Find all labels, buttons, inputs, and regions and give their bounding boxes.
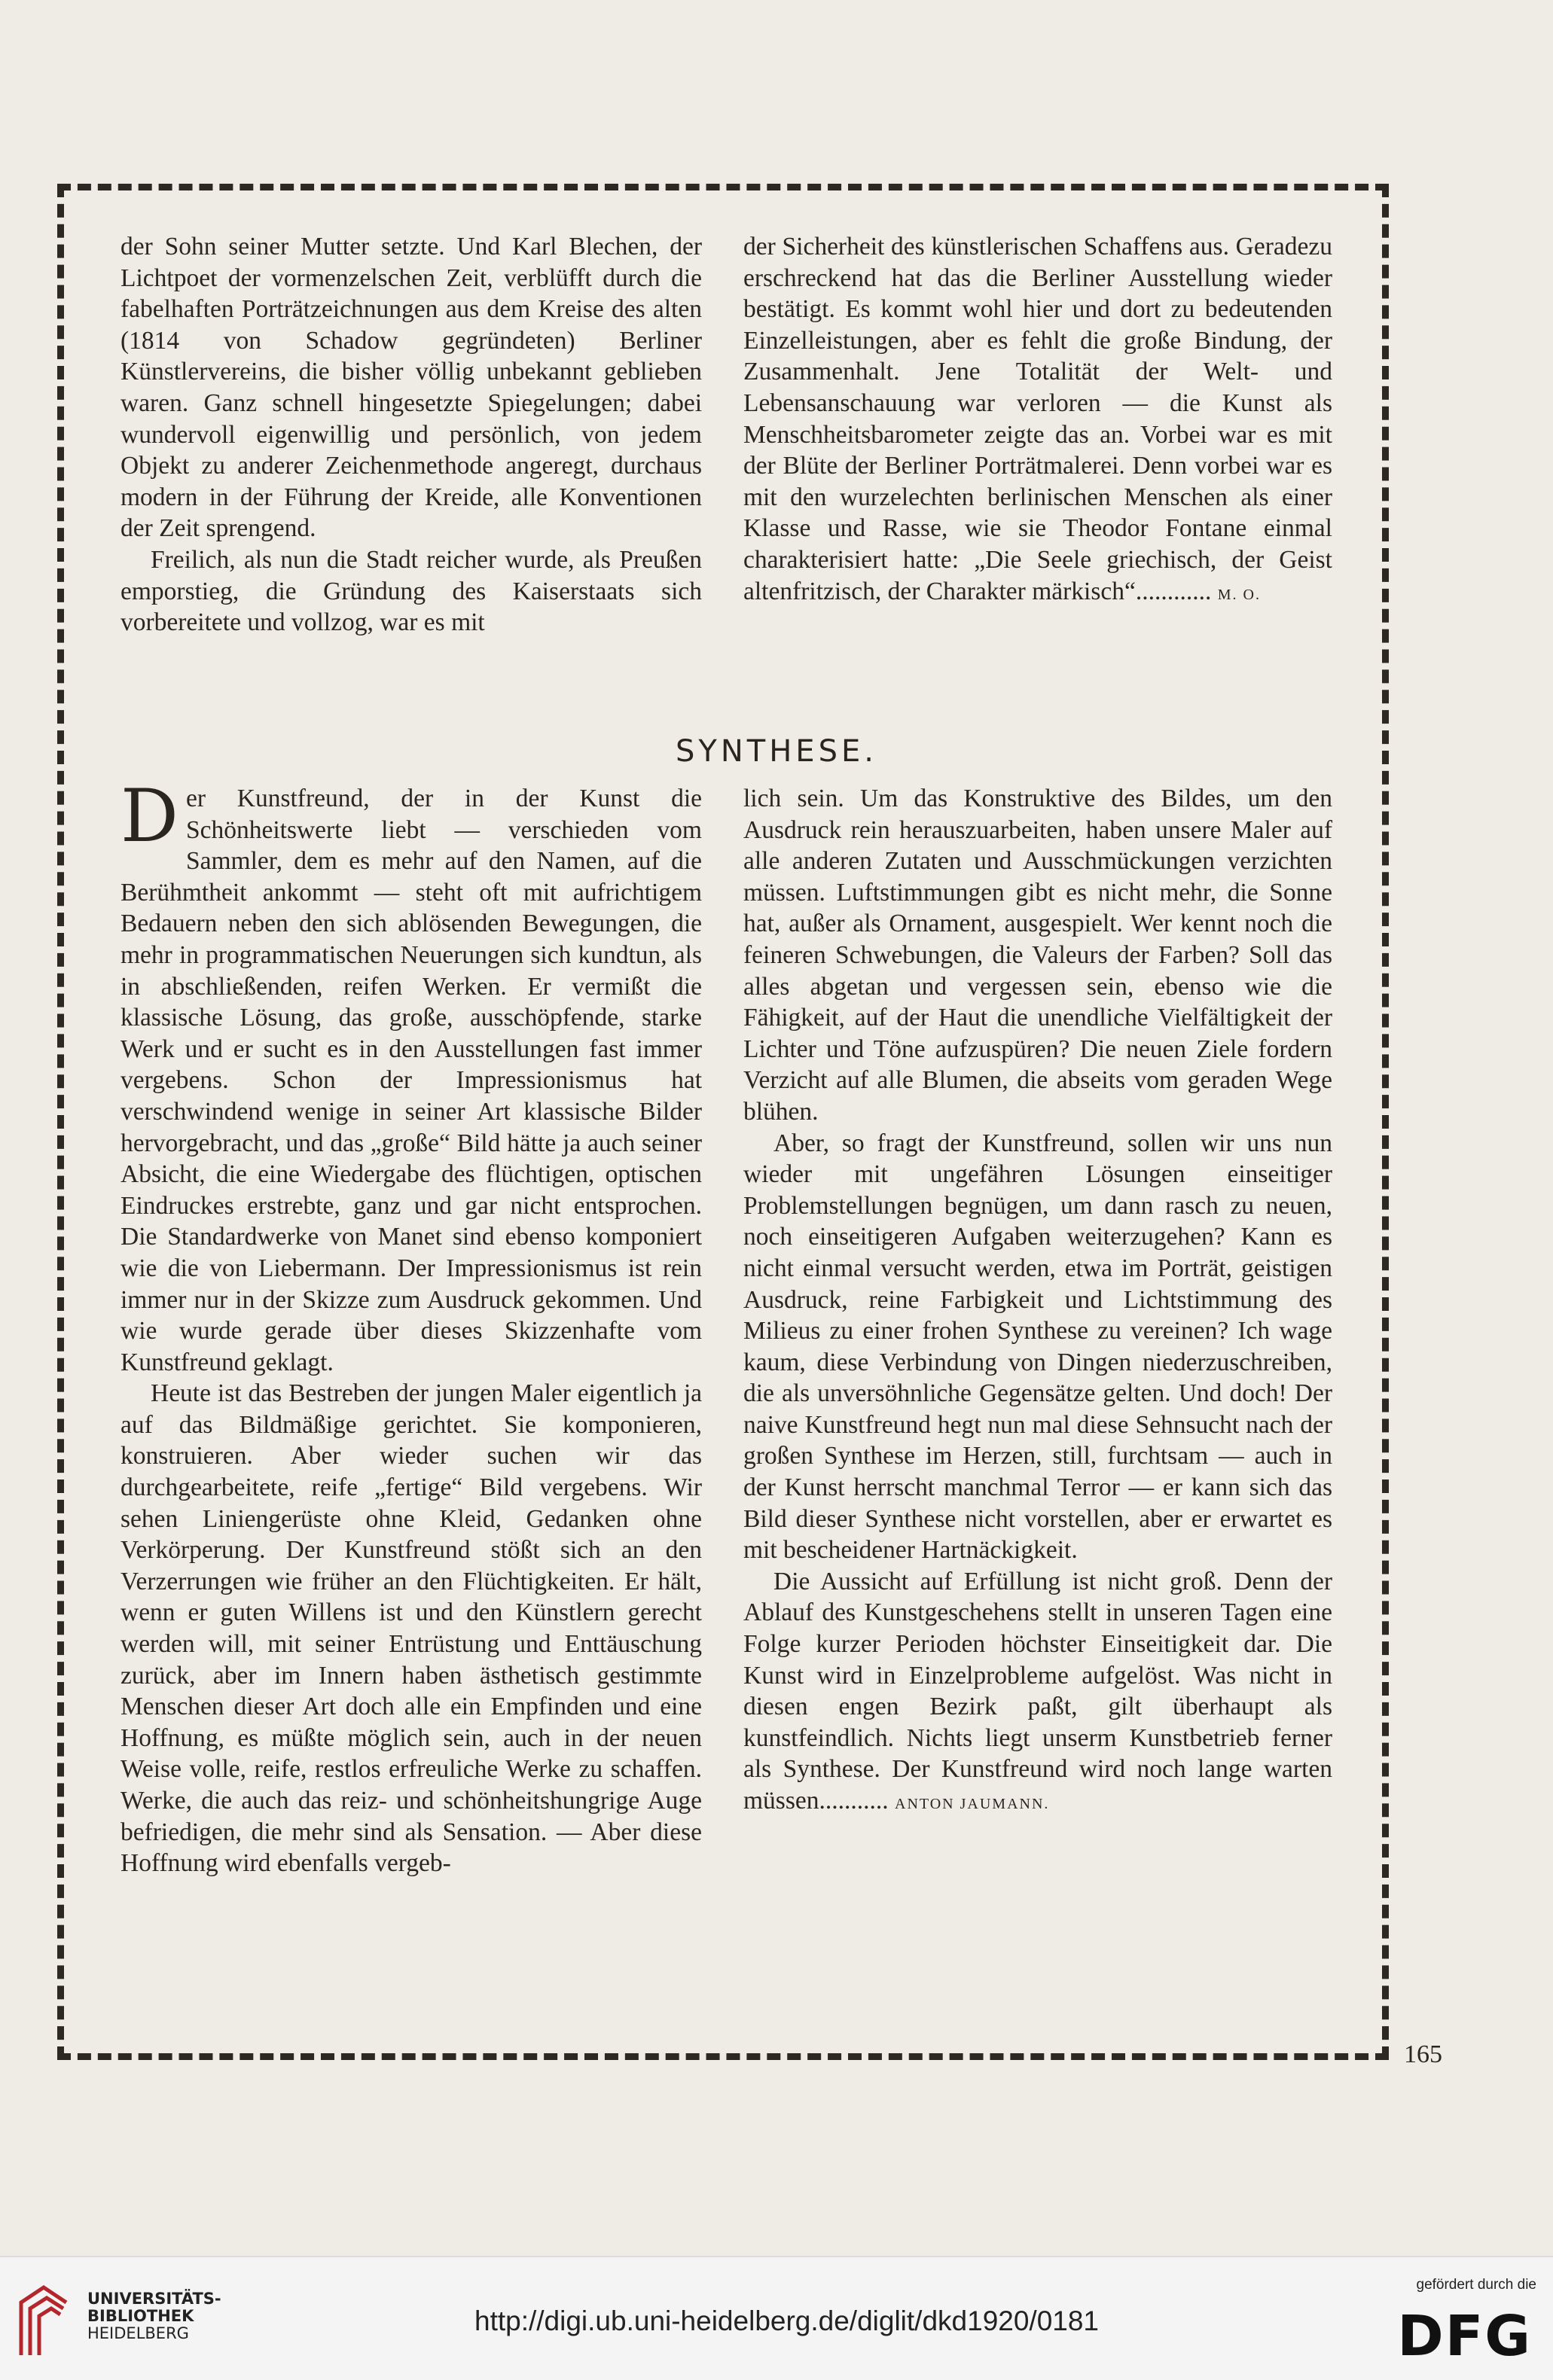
drop-cap: D bbox=[121, 774, 178, 858]
library-logo-icon bbox=[14, 2280, 77, 2363]
paragraph: Heute ist das Bestreben der jungen Maler eigentlich ja auf das Bildmäßige gerichtet. Sie komponieren, konstruieren. Aber wieder suchen wir das durchgearbeitete, reife „fertige“ Bild vergebens. Wir sehen Liniengerüste ohne Kleid, Gedanken ohne Verkörperung. Der Kunstfreund stößt sich an den Verzerrungen wie früher an den Flüchtigkeiten. Er hält, wenn er guten Willens ist und den Künstlern gerecht werden will, mit seiner Entrüstung und Enttäuschung zurück, aber im Innern haben ästhetisch gestimmte Menschen dieser Art doch alle ein Empfinden und eine Hoffnung, es müßte möglich sein, auch in der neuen Weise volle, reife, restlos erfreuliche Werke zu schaffen. Werke, die auch das reiz- und schönheitshungrige Auge befriedigen, die mehr sind als Sensation. — Aber diese Hoffnung wird ebenfalls vergeb- bbox=[121, 1379, 702, 1878]
footer-bar bbox=[0, 2256, 1553, 2380]
paragraph: Aber, so fragt der Kunstfreund, sollen wir uns nun wieder mit ungefähren Lösungen einseitiger Problemstellungen begnügen, um dann rasch zu neuen, noch einseitigeren Aufgaben weiterzugehen? Kann es nicht einmal versucht werden, etwa im Porträt, geistigen Ausdruck, reine Farbigkeit und Lichtstimmung des Milieus zu einer frohen Synthese zu vereinen? Ich wage kaum, diese Verbindung von Dingen niederzuschreiben, die als unversöhnliche Gegensätze gelten. Und doch! Der naive Kunstfreund hegt nun mal diese Sehnsucht nach der großen Synthese im Herzen, still, furchtsam — auch in der Kunst herrscht manchmal Terror — er kann sich das Bild dieser Synthese nicht vorstellen, aber er erwartet es mit bescheidener Hartnäckigkeit. bbox=[743, 1129, 1332, 1565]
paragraph-text: er Kunstfreund, der in der Kunst die Schönheitswerte liebt — verschieden vom Sammler, dem es mehr auf den Namen, auf die Berühmtheit ankommt — steht oft mit aufrichtigem Bedauern neben den sich ablösenden Bewegungen, die mehr in programmatischen Neuerungen sich kundtun, als in abschließenden, reifen Werken. Er vermißt die klassische Lösung, das große, ausschöpfende, starke Werk und er sucht es in den Ausstellungen fast immer vergebens. Schon der Impressionismus hat verschwindend wenige in seiner Art klassische Bilder hervorgebracht, und das „große“ Bild hätte ja auch seiner Absicht, die eine Wiedergabe des flüchtigen, optischen Eindruckes erstrebte, ganz und gar nicht entsprochen. Die Standardwerke von Manet sind ebenso komponiert wie die von Liebermann. Der Impressionismus ist rein immer nur in der Skizze zum Ausdruck gekommen. Und wie wurde gerade über dieses Skizzenhafte vom Kunstfreund geklagt. bbox=[121, 785, 702, 1376]
library-name-line: BIBLIOTHEK bbox=[87, 2307, 194, 2325]
paragraph-text: Die Aussicht auf Erfüllung ist nicht groß. Denn der Ablauf des Kunstgeschehens stellt in unseren Tagen eine Folge kurzer Perioden höchster Einseitigkeit dar. Die Kunst wird in Einzelprobleme aufgelöst. Was nicht in diesen engen Bezirk paßt, gilt überhaupt als kunstfeindlich. Nichts liegt unserm Kunstbetrieb ferner als Synthese. Der Kunstfreund wird noch lange warten müssen........... bbox=[743, 1567, 1332, 1815]
sponsor-label: gefördert durch die bbox=[1416, 2277, 1536, 2293]
page-number: 165 bbox=[1404, 2040, 1442, 2068]
library-name-line: HEIDELBERG bbox=[87, 2324, 189, 2342]
paragraph: der Sohn seiner Mutter setzte. Und Karl Blechen, der Lichtpoet der vormenzelschen Zeit, verblüfft durch die fabelhaften Porträtzeichnungen aus dem Kreise des alten (1814 von Schadow gegründeten) Berliner Künstlervereins, die bisher völlig unbekannt geblieben waren. Ganz schnell hingesetzte Spiegelungen; dabei wundervoll eigenwillig und persönlich, von jedem Objekt zu anderer Zeichenmethode angeregt, durchaus modern in der Führung der Kreide, alle Konventionen der Zeit sprengend. bbox=[121, 233, 702, 543]
synthese-right-column bbox=[743, 783, 1332, 1821]
paragraph-text: der Sicherheit des künstlerischen Schaffens aus. Geradezu erschreckend hat das die Berliner Ausstellung wieder bestätigt. Es kommt wohl hier und dort zu bedeutenden Einzelleistungen, aber es fehlt die große Bindung, der Zusammenhalt. Jene Totalität der Welt- und Lebensanschauung war verloren — die Kunst als Menschheitsbarometer zeigte das an. Vorbei war es mit der Blüte der Berliner Porträtmalerei. Denn vorbei war es mit den wurzelechten berlinischen Menschen als einer Klasse und Rasse, wie sie Theodor Fontane einmal charakterisiert hatte: „Die Seele griechisch, der Geist altenfritzisch, der Charakter märkisch“............ bbox=[743, 233, 1332, 605]
permalink-url[interactable]: http://digi.ub.uni-heidelberg.de/diglit/dkd1920/0181 bbox=[474, 2305, 1100, 2336]
author-signature: M. O. bbox=[1217, 586, 1261, 603]
dfg-logo: DFG bbox=[1397, 2304, 1532, 2369]
synthese-left-column bbox=[121, 774, 702, 1879]
top-left-column bbox=[121, 231, 702, 638]
library-name-line: UNIVERSITÄTS- bbox=[87, 2290, 221, 2308]
section-title: SYNTHESE. bbox=[676, 734, 877, 769]
author-signature: ANTON JAUMANN. bbox=[895, 1796, 1050, 1812]
top-right-column bbox=[743, 231, 1332, 611]
paragraph bbox=[121, 774, 702, 1378]
paragraph bbox=[743, 1566, 1332, 1821]
paragraph: lich sein. Um das Konstruktive des Bildes, um den Ausdruck rein herauszuarbeiten, haben unsere Maler auf alle anderen Zutaten und Ausschmückungen verzichten müssen. Luftstimmungen gibt es nicht mehr, die Sonne hat, außer als Ornament, ausgespielt. Wer kennt noch die feineren Schwebungen, die Valeurs der Farben? Soll das alles abgetan und vergessen sein, ebenso wie die Fähigkeit, auf der Haut die unendliche Vielfältigkeit der Lichter und Töne aufzuspüren? Die neuen Ziele fordern Verzicht auf alle Blumen, die abseits vom geraden Wege blühen. bbox=[743, 785, 1332, 1126]
paragraph: Freilich, als nun die Stadt reicher wurde, als Preußen emporstieg, die Gründung des Kaiserstaats sich vorbereitete und vollzog, war es mit bbox=[121, 545, 702, 637]
paragraph bbox=[743, 231, 1332, 611]
library-name bbox=[87, 2290, 221, 2342]
